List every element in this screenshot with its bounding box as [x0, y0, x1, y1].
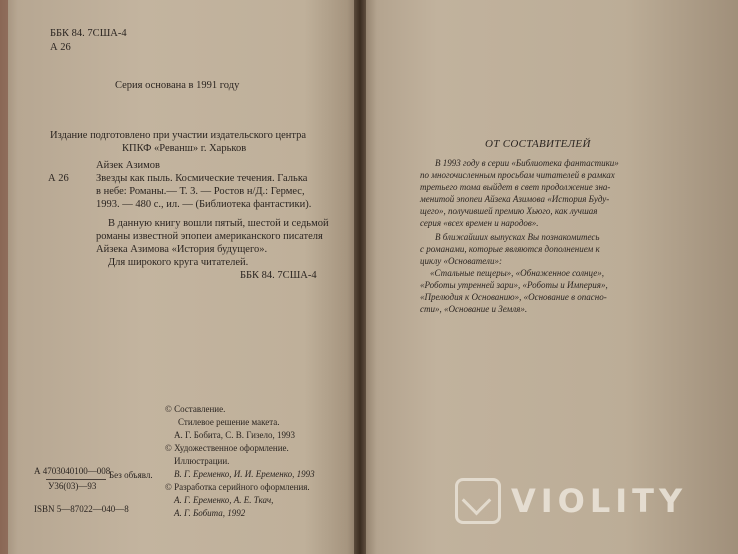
edition-line-2: КПКФ «Реванш» г. Харьков — [122, 143, 247, 154]
credit-line-3: А. Г. Бобита, С. В. Гизело, 1993 — [174, 430, 296, 440]
para2-line-1: В ближайших выпусках Вы познакомитесь — [435, 232, 600, 242]
para1-line-4: менитой эпопеи Айзека Азимова «История Буду- — [420, 194, 610, 204]
para1-line-2: по многочисленным просьбам читателей в рамках — [420, 170, 615, 180]
credit-line-1: © Составление. — [165, 404, 226, 414]
biblio-code: А 26 — [48, 173, 69, 184]
biblio-line-1: Звезды как пыль. Космические течения. Галька — [96, 173, 308, 184]
bbk-bottom: ББК 84. 7США-4 — [240, 270, 317, 281]
credit-line-6: В. Г. Еременко, И. И. Еременко, 1993 — [174, 469, 315, 479]
credit-line-5: Иллюстрации. — [174, 456, 230, 466]
biblio-line-3: 1993. — 480 с., ил. — (Библиотека фантастики). — [96, 199, 312, 210]
credit-line-2: Стилевое решение макета. — [178, 417, 280, 427]
isbn-number: ISBN 5—87022—040—8 — [34, 504, 129, 514]
credit-line-9: А. Г. Бобита, 1992 — [174, 508, 246, 518]
violity-logo-icon — [455, 478, 501, 524]
annotation-line-3: Айзека Азимова «История будущего». — [96, 244, 268, 255]
credit-line-8: А. Г. Еременко, А. Е. Ткач, — [174, 495, 274, 505]
code-top: А 26 — [50, 42, 71, 53]
para2-line-6: «Прелюдия к Основанию», «Основание в опасно- — [420, 292, 607, 302]
annotation-line-4: Для широкого круга читателей. — [108, 257, 249, 268]
para2-line-4: «Стальные пещеры», «Обнаженное солнце», — [430, 268, 604, 278]
para2-line-2: с романами, которые являются дополнением к — [420, 244, 600, 254]
annotation-line-2: романы известной эпопеи американского писателя — [96, 231, 323, 242]
para2-line-5: «Роботы утренней зари», «Роботы и Империя», — [420, 280, 608, 290]
author-name: Айзек Азимов — [96, 160, 160, 171]
watermark-text: VIOLITY — [511, 482, 688, 520]
para1-line-6: серия «всех времен и народов». — [420, 218, 539, 228]
isbn-code-1: А 4703040100—008 — [34, 466, 111, 476]
annotation-line-1: В данную книгу вошли пятый, шестой и седьмой — [108, 218, 329, 229]
para2-line-7: сти», «Основание и Земля». — [420, 304, 528, 314]
para1-line-5: щего», получившей премию Хьюго, как лучшая — [420, 206, 598, 216]
isbn-code-2: У36(03)—93 — [48, 481, 97, 491]
isbn-note: Без объявл. — [109, 470, 153, 480]
edition-line-1: Издание подготовлено при участии издательского центра — [50, 130, 306, 141]
isbn-fraction-rule — [46, 479, 106, 480]
violity-watermark — [455, 478, 687, 524]
para1-line-3: третьего тома выйдет в свет продолжение зна- — [420, 182, 611, 192]
section-heading: ОТ СОСТАВИТЕЛЕЙ — [485, 138, 591, 150]
credit-line-4: © Художественное оформление. — [165, 443, 289, 453]
credit-line-7: © Разработка серийного оформления. — [165, 482, 310, 492]
book-spine — [354, 0, 366, 554]
left-page-edge — [0, 0, 8, 554]
biblio-line-2: в небе: Романы.— Т. 3. — Ростов н/Д.: Гермес, — [96, 186, 305, 197]
bbk-top: ББК 84. 7США-4 — [50, 28, 127, 39]
para2-line-3: циклу «Основатели»: — [420, 256, 502, 266]
para1-line-1: В 1993 году в серии «Библиотека фантастики» — [435, 158, 619, 168]
series-founded: Серия основана в 1991 году — [115, 80, 240, 91]
